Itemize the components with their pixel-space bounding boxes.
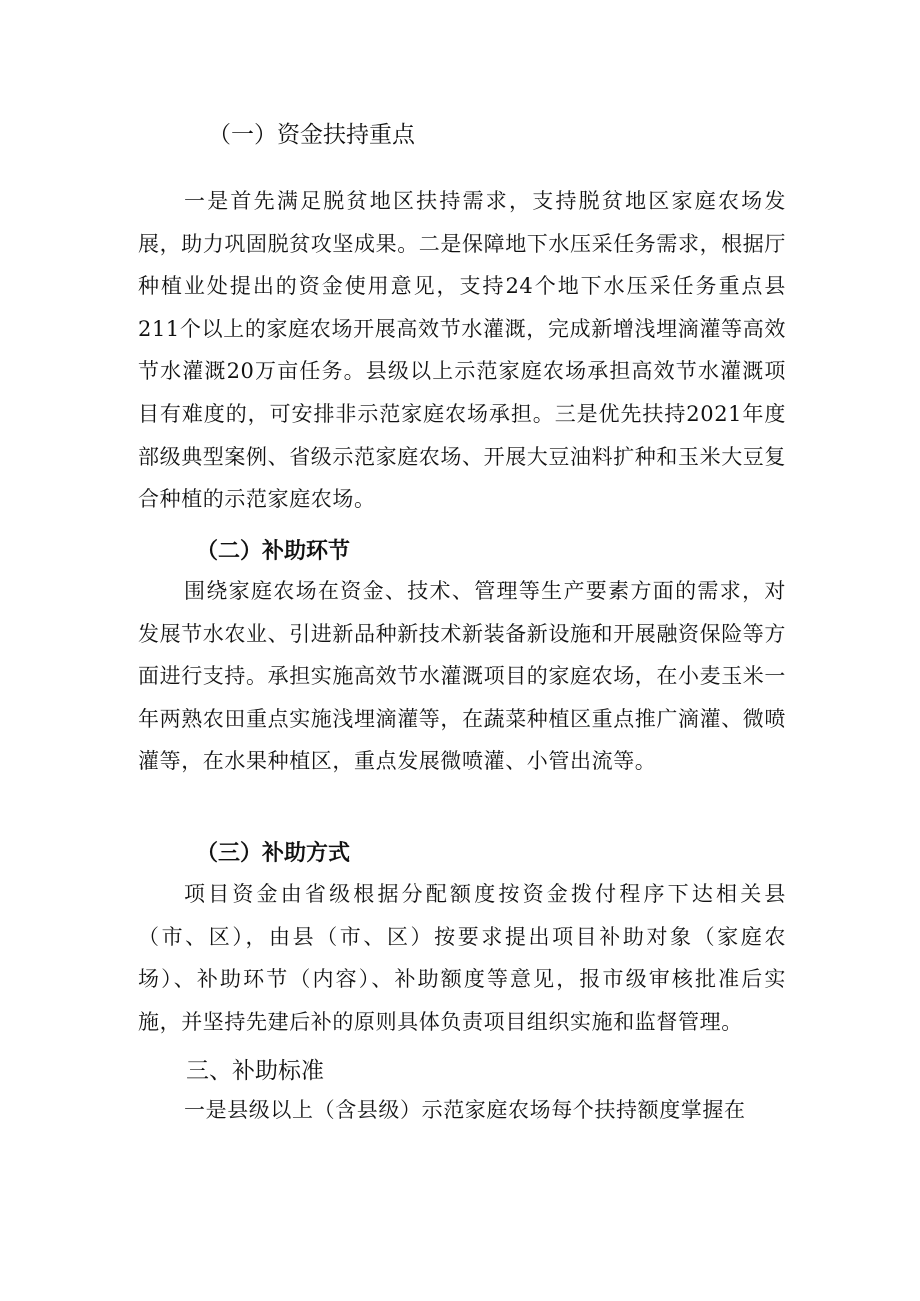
chapter-heading-subsidy-standard: 三、补助标准 [186,1058,324,1084]
paragraph-subsidy-method: 项目资金由省级根据分配额度按资金拨付程序下达相关县（市、区），由县（市、区）按要求提出项目补助对象（家庭农场）、补助环节（内容）、补助额度等意见，报市级审核批准后实施，并坚持先建后补的原则具体负责项目组织实施和监督管理。 [138,882,786,1034]
section-heading-subsidy-links: （二）补助环节 [196,538,351,564]
section-heading-funding-focus: （一）资金扶持重点 [208,122,415,148]
paragraph-subsidy-links: 围绕家庭农场在资金、技术、管理等生产要素方面的需求，对发展节水农业、引进新品种新技术新装备新设施和开展融资保险等方面进行支持。承担实施高效节水灌溉项目的家庭农场，在小麦玉米一年两熟农田重点实施浅埋滴灌等，在蔬菜种植区重点推广滴灌、微喷灌等，在水果种植区，重点发展微喷灌、小管出流等。 [138,579,786,774]
paragraph-subsidy-standard: 一是县级以上（含县级）示范家庭农场每个扶持额度掌握在 [184,1098,746,1122]
paragraph-funding-focus: 一是首先满足脱贫地区扶持需求，支持脱贫地区家庭农场发展，助力巩固脱贫攻坚成果。二是保障地下水压采任务需求，根据厅种植业处提出的资金使用意见，支持24个地下水压采任务重点县211个以上的家庭农场开展高效节水灌溉，完成新增浅埋滴灌等高效节水灌溉20万亩任务。县级以上示范家庭农场承担高效节水灌溉项目有难度的，可安排非示范家庭农场承担。三是优先扶持2021年度部级典型案例、省级示范家庭农场、开展大豆油料扩种和玉米大豆复合种植的示范家庭农场。 [138,189,786,512]
section-heading-subsidy-method: （三）补助方式 [196,840,351,866]
